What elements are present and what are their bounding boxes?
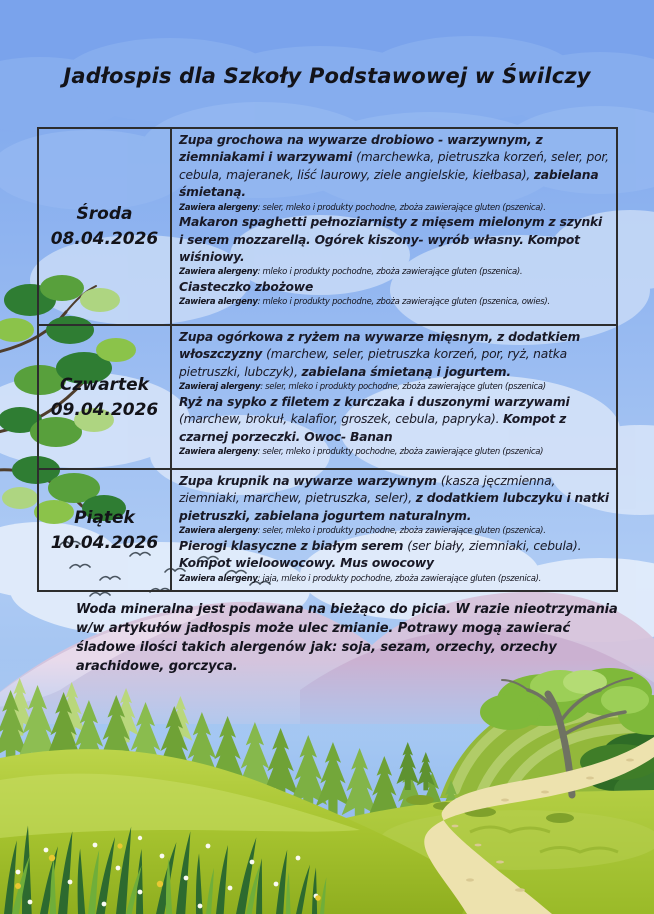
dish-text: Zupa krupnik na wywarze warzywnym (kasza jęczmienna, ziemniaki, marchew, pietruszka, seler), z dodatkiem lubczyku i natki pietruszki, zabielana jogurtem naturalnym.: [179, 474, 609, 523]
allergen-line: [179, 381, 610, 393]
menu-table-row: [39, 468, 616, 590]
allergen-text: : seler, mleko i produkty pochodne, zboża zawierające gluten (pszenica).: [257, 526, 546, 537]
allergen-label: Zawiera alergeny: [179, 573, 258, 584]
allergen-line: [179, 202, 610, 214]
day-cell: [39, 326, 172, 468]
day-date: 08.04.2026: [50, 229, 159, 249]
allergen-text: : seler, mleko i produkty pochodne, zboża zawierające gluten (pszenica): [260, 382, 546, 393]
allergen-text: : seler, mleko i produkty pochodne, zboża zawierające gluten (pszenica): [257, 447, 544, 458]
menu-cell: [172, 129, 616, 324]
menu-table: [37, 127, 618, 592]
day-date: 10.04.2026: [50, 532, 159, 553]
allergen-text: : mleko i produkty pochodne, zboża zawierające gluten (pszenica).: [257, 267, 523, 278]
menu-table-row: [39, 324, 616, 468]
dish-text: Ciasteczko zbożowe: [179, 279, 314, 294]
allergen-label: Zawiera alergeny: [179, 202, 258, 213]
footer-note: Woda mineralna jest podawana na bieżąco do picia. W razie nieotrzymania w/w artykułów jadłospis może ulec zmianie. Potrawy mogą zawierać śladowe ilości takich alergenów jak: soja, sezam, orzechy, orzechy arachidowe, gorczyca.: [76, 602, 618, 674]
allergen-line: [179, 573, 610, 585]
allergen-line: [179, 266, 610, 278]
day-name: Środa: [76, 204, 133, 224]
allergen-text: : seler, mleko i produkty pochodne, zboża zawierające gluten (pszenica).: [257, 202, 546, 213]
dish-text: Zupa ogórkowa z ryżem na wywarze mięsnym, z dodatkiem włoszczyzny (marchew, seler, pietruszka korzeń, por, ryż, natka pietruszki, lubczyk), zabielana śmietaną i jogurtem.: [179, 330, 581, 379]
day-name: Czwartek: [60, 374, 149, 395]
allergen-text: : jaja, mleko i produkty pochodne, zboża zawierające gluten (pszenica).: [257, 573, 542, 584]
day-cell: [39, 470, 172, 590]
dish-text: Zupa grochowa na wywarze drobiowo - warzywnym, z ziemniakami i warzywami (marchewka, pietruszka korzeń, seler, por, cebula, majeranek, liść laurowy, ziele angielskie, kiełbasa), zabielana śmietaną.: [179, 133, 609, 200]
day-name: Piątek: [74, 507, 135, 528]
allergen-text: : mleko i produkty pochodne, zboża zawierające gluten (pszenica, owies).: [257, 297, 550, 308]
day-cell: [39, 129, 172, 324]
dish-text: Ryż na sypko z filetem z kurczaka i duszonymi warzywami (marchew, brokuł, kalafior, groszek, cebula, papryka). Kompot z czarnej porzeczki. Owoc- Banan: [179, 394, 570, 444]
allergen-line: [179, 296, 610, 308]
menu-cell: [172, 470, 616, 590]
allergen-label: Zawiera alergeny: [179, 267, 258, 278]
page-title: Jadłospis dla Szkoły Podstawowej w Świlczy: [63, 64, 591, 88]
dish-text: Makaron spaghetti pełnoziarnisty z mięsem mielonym z szynki i serem mozzarellą. Ogórek kiszony- wyrób własny. Kompot wiśniowy.: [179, 215, 603, 265]
dish-text: Pierogi klasyczne z białym serem (ser biały, ziemniaki, cebula). Kompot wieloowocowy. Mus owocowy: [179, 538, 582, 571]
menu-cell: [172, 326, 616, 468]
allergen-label: Zawiera alergeny: [179, 526, 258, 537]
allergen-label: Zawieraj alergeny: [179, 382, 261, 393]
allergen-line: [179, 525, 610, 537]
allergen-label: Zawiera alergeny: [179, 447, 258, 458]
day-date: 09.04.2026: [50, 399, 159, 420]
allergen-line: [179, 446, 610, 458]
menu-table-row: [39, 129, 616, 324]
allergen-label: Zawiera alergeny: [179, 297, 258, 308]
